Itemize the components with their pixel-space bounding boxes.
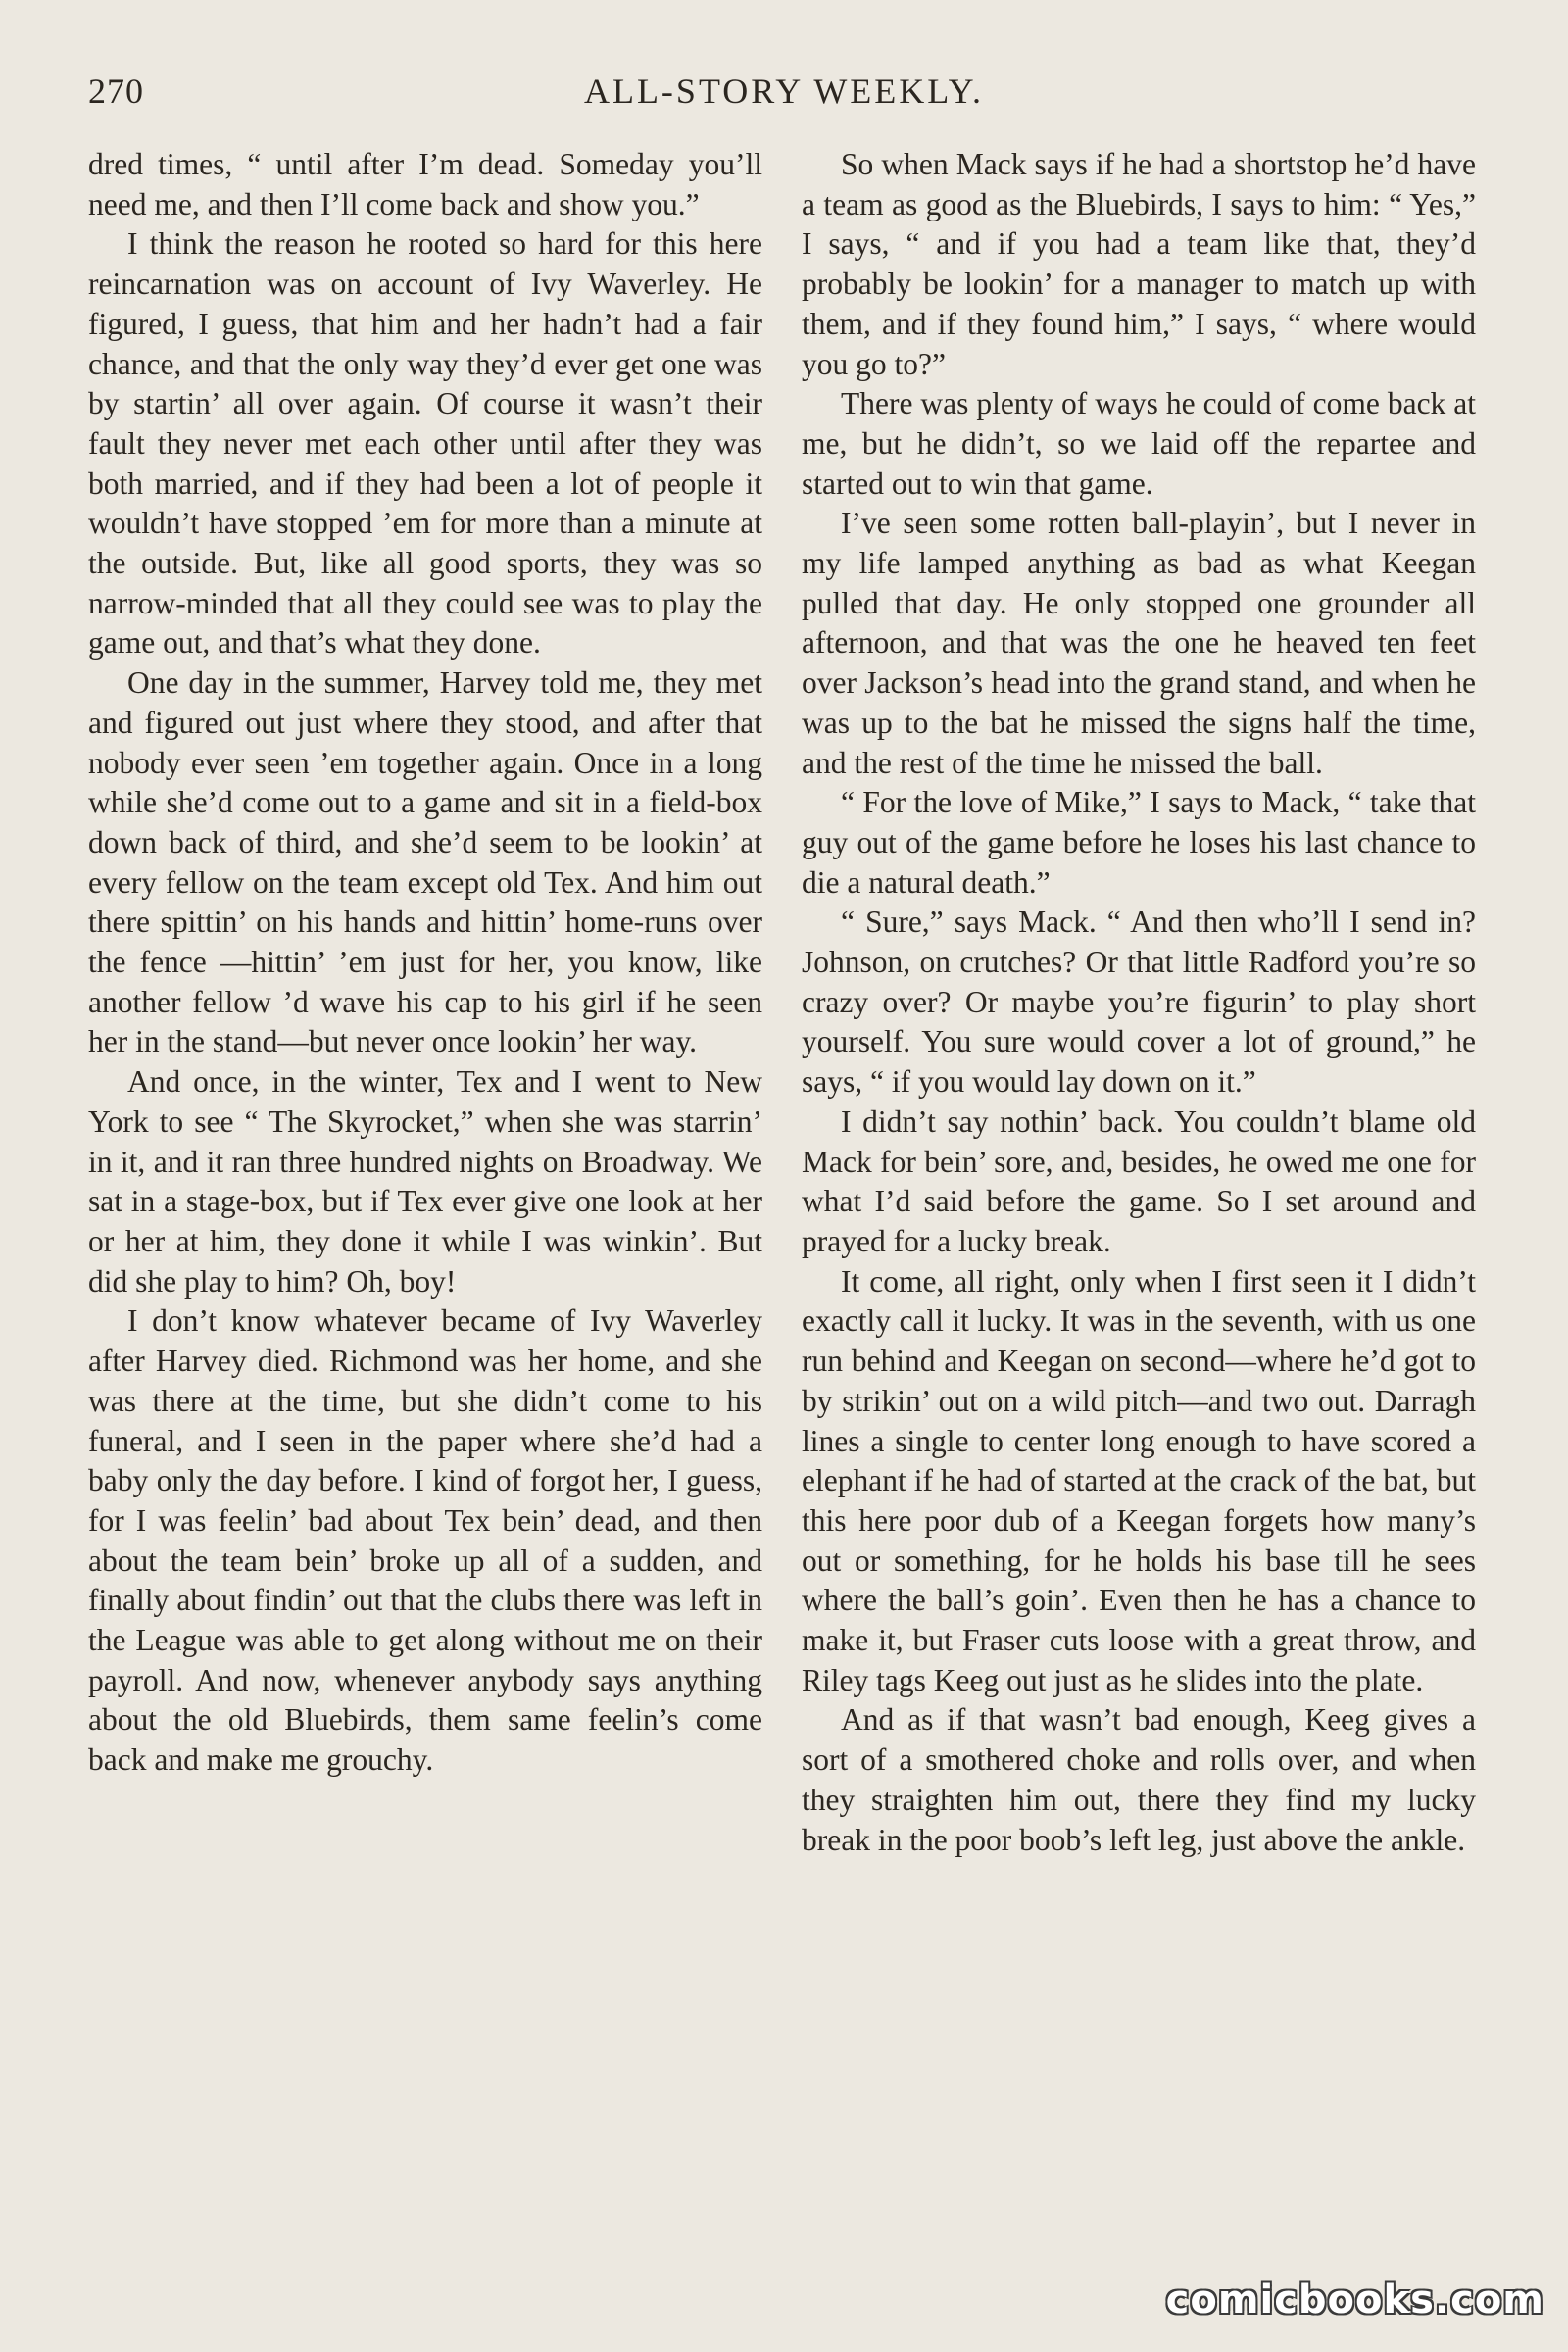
right-column <box>802 145 1476 1860</box>
paragraph: So when Mack says if he had a shortstop he’d have a team as good as the Bluebirds, I says to him: “ Yes,” I says, “ and if you had a team like that, they’d probably be lookin’ for a manager to match up with them, and if they found him,” I says, “ where would you go to?” <box>802 147 1476 381</box>
paragraph: I don’t know whatever became of Ivy Waverley after Harvey died. Richmond was her home, and she was there at the time, but she didn’t come to his funeral, and I seen in the paper where she’d had a baby only the day before. I kind of forgot her, I guess, for I was feelin’ bad about Tex bein’ dead, and then about the team bein’ broke up all of a sudden, and finally about findin’ out that the clubs there was left in the League was able to get along without me on their payroll. And now, whenever anybody says anything about the old Bluebirds, them same feelin’s come back and make me grouchy. <box>88 1303 762 1778</box>
paragraph: I think the reason he rooted so hard for this here reincarnation was on account of Ivy Waverley. He figured, I guess, that him and her hadn’t had a fair chance, and that the only way they’d ever get one was by startin’ all over again. Of course it wasn’t their fault they never met each other until after they was both married, and if they had been a lot of people it wouldn’t have stopped ’em for more than a minute at the outside. But, like all good sports, they was so narrow-minded that all they could see was to play the game out, and that’s what they done. <box>88 226 762 661</box>
paragraph: I didn’t say nothin’ back. You couldn’t blame old Mack for bein’ sore, and, besides, he owed me one for what I’d said before the game. So I set around and prayed for a lucky break. <box>802 1103 1476 1258</box>
paragraph: There was plenty of ways he could of come back at me, but he didn’t, so we laid off the repartee and started out to win that game. <box>802 386 1476 501</box>
page-number: 270 <box>88 72 144 111</box>
running-title: ALL-STORY WEEKLY. <box>583 72 985 111</box>
paragraph: I’ve seen some rotten ball-playin’, but I never in my life lamped anything as bad as what Keegan pulled that day. He only stopped one grounder all afternoon, and that was the one he heaved ten feet over Jackson’s head into the grand stand, and when he was up to the bat he missed the signs half the time, and the rest of the time he missed the ball. <box>802 506 1476 780</box>
page-header <box>88 71 1480 120</box>
paragraph: “ For the love of Mike,” I says to Mack, “ take that guy out of the game before he loses his last chance to die a natural death.” <box>802 785 1476 900</box>
site-watermark: comicbooks.com <box>1165 2278 1544 2323</box>
paragraph: dred times, “ until after I’m dead. Someday you’ll need me, and then I’ll come back and show you.” <box>88 147 762 221</box>
left-column <box>88 145 762 1781</box>
paragraph: One day in the summer, Harvey told me, they met and figured out just where they stood, and after that nobody ever seen ’em together again. Once in a long while she’d come out to a game and sit in a field-box down back of third, and she’d seem to be lookin’ at every fellow on the team except old Tex. And him out there spittin’ on his hands and hittin’ home-runs over the fence —hittin’ ’em just for her, you know, like another fellow ’d wave his cap to his girl if he seen her in the stand—but never once lookin’ her way. <box>88 665 762 1059</box>
paragraph: And as if that wasn’t bad enough, Keeg gives a sort of a smothered choke and rolls over, and when they straighten him out, there they find my lucky break in the poor boob’s left leg, just above the ankle. <box>802 1702 1476 1857</box>
paragraph: And once, in the winter, Tex and I went to New York to see “ The Skyrocket,” when she was starrin’ in it, and it ran three hundred nights on Broadway. We sat in a stage-box, but if Tex ever give one look at her or her at him, they done it while I was winkin’. But did she play to him? Oh, boy! <box>88 1064 762 1298</box>
paragraph: “ Sure,” says Mack. “ And then who’ll I send in? Johnson, on crutches? Or that little Radford you’re so crazy over? Or maybe you’re figurin’ to play short yourself. You sure would cover a lot of ground,” he says, “ if you would lay down on it.” <box>802 905 1476 1100</box>
paragraph: It come, all right, only when I first seen it I didn’t exactly call it lucky. It was in the seventh, with us one run behind and Keegan on second—where he’d got to by strikin’ out on a wild pitch—and two out. Darragh lines a single to center long enough to have scored a elephant if he had of started at the crack of the bat, but this here poor dub of a Keegan forgets how many’s out or something, for he holds his base till he sees where the ball’s goin’. Even then he has a chance to make it, but Fraser cuts loose with a great throw, and Riley tags Keeg out just as he slides into the plate. <box>802 1263 1476 1697</box>
